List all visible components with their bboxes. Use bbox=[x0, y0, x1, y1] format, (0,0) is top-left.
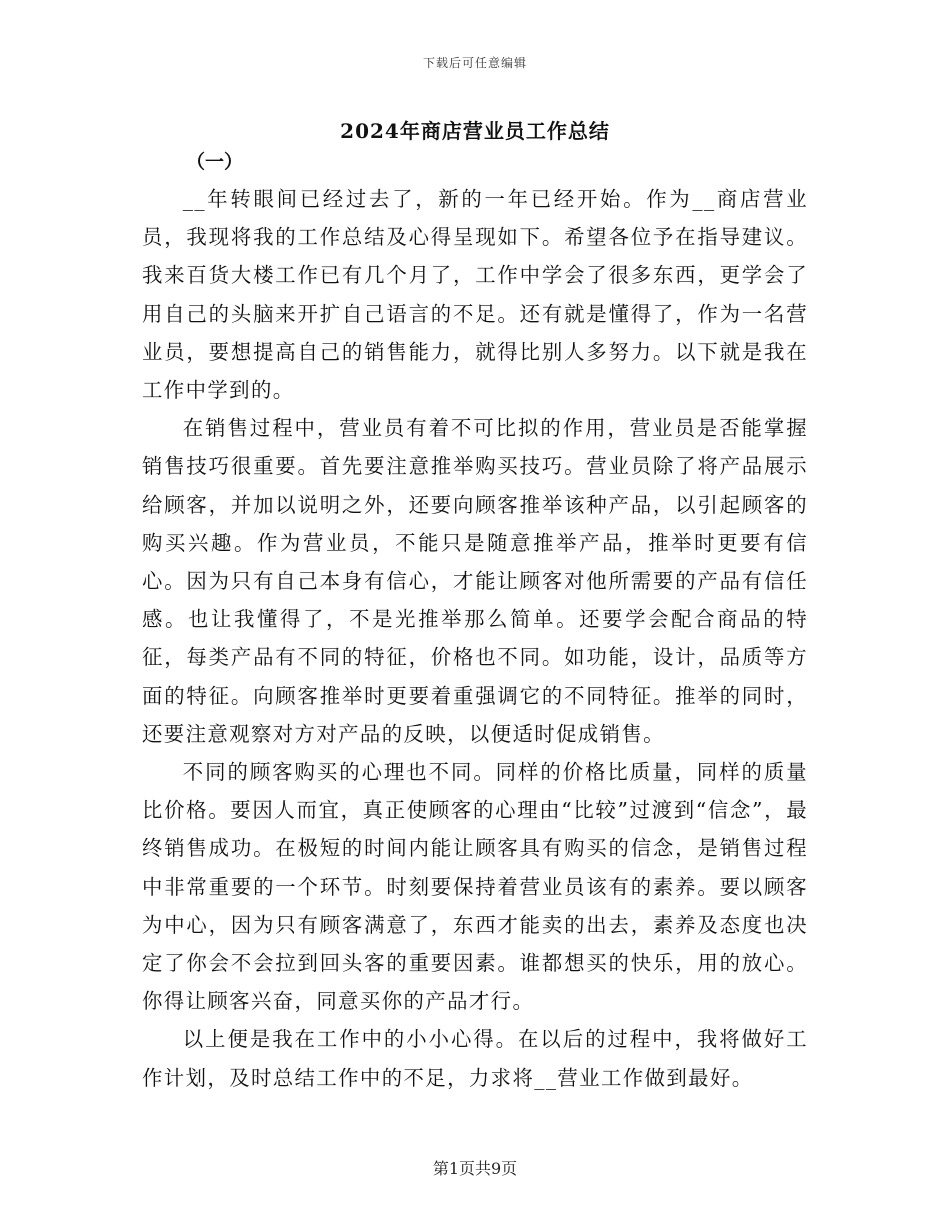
section-label: （一） bbox=[186, 151, 244, 173]
paragraph-2: 在销售过程中，营业员有着不可比拟的作用，营业员是否能掌握销售技巧很重要。首先要注意推举购买技巧。营业员除了将产品展示给顾客，并加以说明之外，还要向顾客推举该种产品，以引起顾客的购买兴趣。作为营业员，不能只是随意推举产品，推举时更要有信心。因为只有自己本身有信心，才能让顾客对他所需要的产品有信任感。也让我懂得了，不是光推举那么简单。还要学会配合商品的特征，每类产品有不同的特征，价格也不同。如功能，设计，品质等方面的特征。向顾客推举时更要着重强调它的不同特征。推举的同时，还要注意观察对方对产品的反映，以便适时促成销售。 bbox=[142, 416, 808, 746]
page-number: 第1页共9页 bbox=[432, 1159, 518, 1178]
paragraph-3: 不同的顾客购买的心理也不同。同样的价格比质量，同样的质量比价格。要因人而宜，真正使顾客的心理由“比较”过渡到“信念”，最终销售成功。在极短的时间内能让顾客具有购买的信念，是销售过程中非常重要的一个环节。时刻要保持着营业员该有的素养。要以顾客为中心，因为只有顾客满意了，东西才能卖的出去，素养及态度也决定了你会不会拉到回头客的重要因素。谁都想买的快乐，用的放心。你得让顾客兴奋，同意买你的产品才行。 bbox=[142, 760, 808, 1014]
document-body bbox=[142, 180, 808, 1097]
document-title: 2024年商店营业员工作总结 bbox=[340, 119, 610, 143]
page-header-note: 下载后可任意编辑 bbox=[422, 56, 527, 70]
paragraph-4: 以上便是我在工作中的小小心得。在以后的过程中，我将做好工作计划，及时总结工作中的不足，力求将__营业工作做到最好。 bbox=[142, 1027, 808, 1090]
paragraph-1: __年转眼间已经过去了，新的一年已经开始。作为__商店营业员，我现将我的工作总结及心得呈现如下。希望各位予在指导建议。我来百货大楼工作已有几个月了，工作中学会了很多东西，更学会了用自己的头脑来开扩自己语言的不足。还有就是懂得了，作为一名营业员，要想提高自己的销售能力，就得比别人多努力。以下就是我在工作中学到的。 bbox=[142, 187, 808, 403]
